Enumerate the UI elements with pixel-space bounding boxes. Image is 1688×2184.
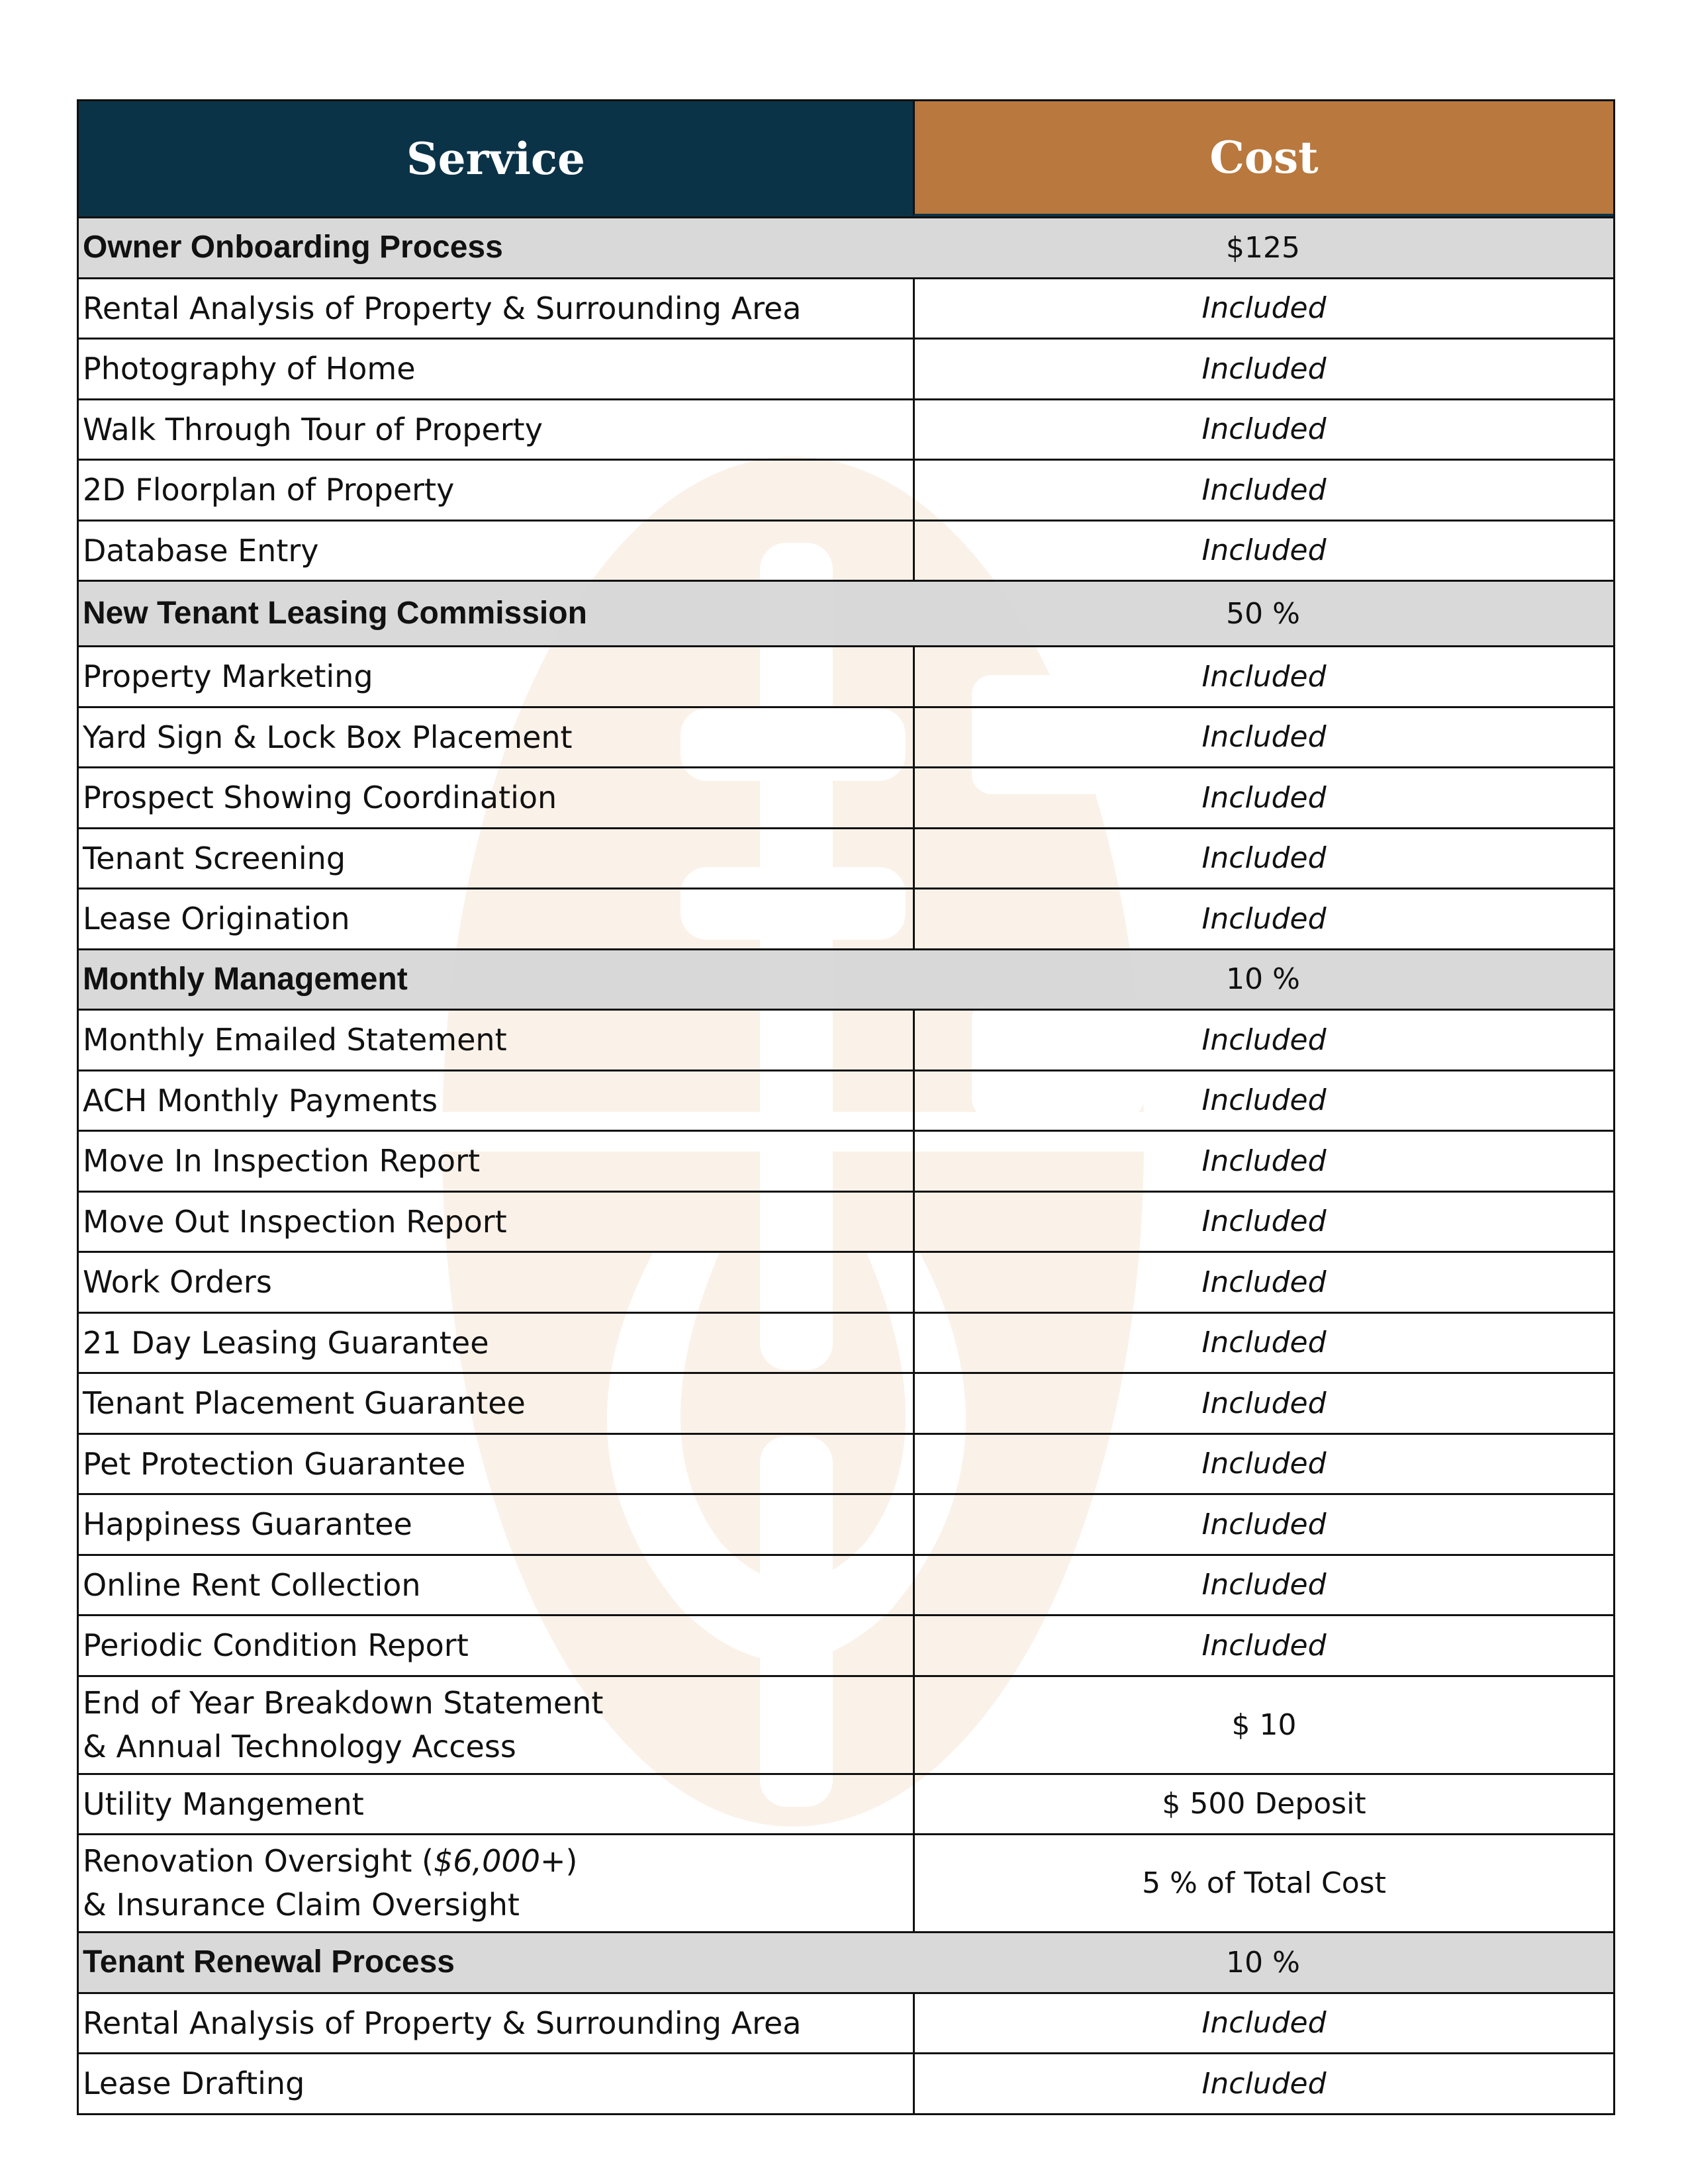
service-cost: Included xyxy=(913,522,1613,580)
service-cost: $ 10 xyxy=(913,1677,1613,1773)
table-row xyxy=(79,1069,1613,1130)
service-cost: $ 500 Deposit xyxy=(913,1775,1613,1834)
service-name: Pet Protection Guarantee xyxy=(83,1445,466,1482)
table-row xyxy=(79,1191,1613,1251)
table-row xyxy=(79,1251,1613,1312)
section-title: New Tenant Leasing Commission xyxy=(83,596,587,631)
table-row xyxy=(79,1554,1613,1615)
service-column-header: Service xyxy=(79,101,913,216)
service-name: Work Orders xyxy=(83,1264,272,1300)
service-name: Tenant Placement Guarantee xyxy=(83,1385,526,1422)
section-cost: 10 % xyxy=(1226,1945,1300,1979)
section-title: Monthly Management xyxy=(83,961,408,997)
table-row xyxy=(79,459,1613,520)
service-name: Move Out Inspection Report xyxy=(83,1203,507,1240)
service-cost: Included xyxy=(913,461,1613,520)
table-row xyxy=(79,1675,1613,1773)
service-name-line-2: & Insurance Claim Oversight xyxy=(83,1887,520,1923)
section-row-owner-onboarding xyxy=(79,216,1613,277)
service-name-threshold: $6,000+ xyxy=(434,1843,566,1879)
section-cost: 10 % xyxy=(1226,962,1300,997)
service-name-part: Renovation Oversight ( xyxy=(83,1843,434,1879)
service-name: Monthly Emailed Statement xyxy=(83,1022,507,1058)
service-name-line-1 xyxy=(83,1839,913,1883)
service-name xyxy=(79,1677,913,1773)
service-name: 2D Floorplan of Property xyxy=(83,472,455,508)
service-name-line-2: & Annual Technology Access xyxy=(83,1728,516,1764)
service-name: Prospect Showing Coordination xyxy=(83,780,557,816)
section-row-tenant-renewal xyxy=(79,1931,1613,1992)
table-row xyxy=(79,1433,1613,1494)
service-name: Happiness Guarantee xyxy=(83,1506,412,1543)
service-cost: Included xyxy=(913,829,1613,888)
service-cost: Included xyxy=(913,1374,1613,1433)
services-pricing-table xyxy=(77,99,1615,2115)
service-name-part: ) xyxy=(565,1843,578,1879)
service-cost: Included xyxy=(913,2054,1613,2113)
service-cost: Included xyxy=(913,1132,1613,1191)
table-row xyxy=(79,2052,1613,2113)
service-cost: Included xyxy=(913,340,1613,398)
service-name: Rental Analysis of Property & Surrounding Area xyxy=(83,2005,802,2041)
service-cost: Included xyxy=(913,1435,1613,1494)
table-row xyxy=(79,766,1613,827)
service-cost: Included xyxy=(913,279,1613,338)
service-cost: Included xyxy=(913,708,1613,767)
section-cost: 50 % xyxy=(1226,596,1300,631)
table-row xyxy=(79,277,1613,338)
table-row xyxy=(79,1614,1613,1675)
table-row xyxy=(79,1992,1613,2053)
section-title: Tenant Renewal Process xyxy=(83,1944,455,1980)
table-row xyxy=(79,827,1613,888)
service-name: ACH Monthly Payments xyxy=(83,1082,438,1118)
service-name: Walk Through Tour of Property xyxy=(83,411,543,447)
service-name: Database Entry xyxy=(83,532,319,569)
service-cost: Included xyxy=(913,1071,1613,1130)
service-cost: Included xyxy=(913,889,1613,948)
service-name: Online Rent Collection xyxy=(83,1567,421,1603)
service-name: Yard Sign & Lock Box Placement xyxy=(83,719,573,755)
service-cost: Included xyxy=(913,1011,1613,1069)
service-name: Move In Inspection Report xyxy=(83,1143,481,1179)
table-row xyxy=(79,1009,1613,1069)
section-row-monthly-management xyxy=(79,948,1613,1009)
service-cost: Included xyxy=(913,1994,1613,2053)
service-name: Property Marketing xyxy=(83,659,373,695)
service-name: Rental Analysis of Property & Surrounding Area xyxy=(83,290,802,326)
table-row xyxy=(79,645,1613,706)
section-cost: $125 xyxy=(1226,230,1300,265)
service-cost: Included xyxy=(913,400,1613,459)
service-name-line-1: End of Year Breakdown Statement xyxy=(83,1684,604,1721)
section-row-new-tenant-leasing xyxy=(79,580,1613,645)
service-name: Periodic Condition Report xyxy=(83,1627,469,1664)
table-row xyxy=(79,1312,1613,1373)
table-header xyxy=(79,101,1613,216)
service-name: Lease Origination xyxy=(83,901,350,937)
service-name: Lease Drafting xyxy=(83,2066,305,2102)
service-cost: Included xyxy=(913,647,1613,706)
service-cost: Included xyxy=(913,1616,1613,1675)
cost-column-header: Cost xyxy=(913,101,1613,216)
table-row xyxy=(79,338,1613,398)
table-row xyxy=(79,706,1613,767)
service-cost: Included xyxy=(913,1495,1613,1554)
service-name: Photography of Home xyxy=(83,351,416,387)
table-row xyxy=(79,520,1613,580)
service-cost: Included xyxy=(913,1314,1613,1373)
table-row xyxy=(79,1130,1613,1191)
service-name: Tenant Screening xyxy=(83,840,346,876)
table-row xyxy=(79,1773,1613,1834)
service-cost: 5 % of Total Cost xyxy=(913,1835,1613,1931)
table-row xyxy=(79,887,1613,948)
service-name: Utility Mangement xyxy=(83,1786,364,1822)
section-title: Owner Onboarding Process xyxy=(83,230,503,265)
service-cost: Included xyxy=(913,1556,1613,1615)
service-cost: Included xyxy=(913,1193,1613,1251)
service-name: 21 Day Leasing Guarantee xyxy=(83,1324,489,1361)
service-cost: Included xyxy=(913,768,1613,827)
service-cost: Included xyxy=(913,1253,1613,1312)
service-name xyxy=(79,1835,913,1931)
table-row xyxy=(79,1833,1613,1931)
table-row xyxy=(79,398,1613,459)
table-row xyxy=(79,1372,1613,1433)
table-row xyxy=(79,1493,1613,1554)
